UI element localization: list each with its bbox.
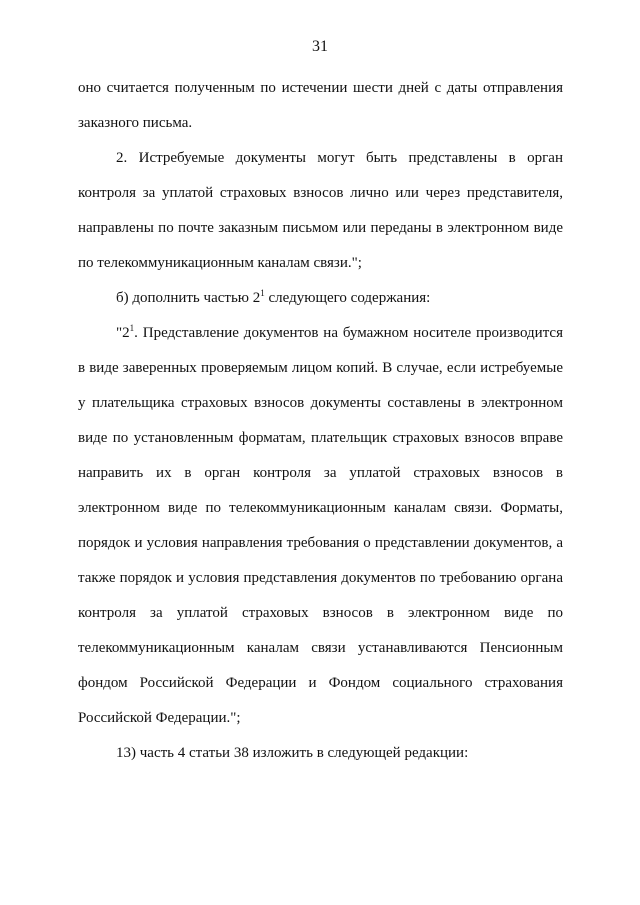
text-line-item-13: 13) часть 4 статьи 38 изложить в следующей редакции: (116, 745, 469, 761)
text-line: 2. Истребуемые документы могут быть представлены в орган (116, 150, 563, 166)
text-fragment: б) дополнить частью 2 (116, 290, 261, 306)
text-line: Российской Федерации."; (78, 710, 241, 726)
superscript: 1 (260, 288, 265, 298)
text-line: фондом Российской Федерации и Фондом социального страхования (78, 675, 563, 691)
text-line: оно считается полученным по истечении шести дней с даты отправления (78, 80, 563, 96)
text-line: электронном виде по телекоммуникационным каналам связи. Форматы, (78, 500, 563, 516)
page-number: 31 (312, 38, 328, 55)
text-line: у плательщика страховых взносов документы составлены в электронном (78, 395, 563, 411)
text-fragment: следующего содержания: (268, 290, 431, 306)
text-line: порядок и условия направления требования о представлении документов, а (78, 535, 563, 551)
text-line: по телекоммуникационным каналам связи."; (78, 255, 362, 271)
text-line: виде по установленным форматам, плательщик страховых взносов вправе (78, 430, 563, 446)
text-line: телекоммуникационным каналам связи устанавливаются Пенсионным (78, 640, 563, 656)
superscript: 1 (129, 323, 135, 333)
text-line: направлены по почте заказным письмом или переданы в электронном виде (78, 220, 563, 236)
text-line: заказного письма. (78, 115, 193, 131)
text-line-part-2-1 (116, 323, 563, 343)
text-line: в виде заверенных проверяемым лицом копий. В случае, если истребуемые (78, 360, 563, 376)
text-line: контроля за уплатой страховых взносов в электронном виде по (78, 605, 563, 621)
text-line: направить их в орган контроля за уплатой страховых взносов в (78, 465, 563, 481)
text-line-amendment-b (116, 288, 563, 308)
text-fragment: "2 (116, 325, 130, 341)
text-line: контроля за уплатой страховых взносов лично или через представителя, (78, 185, 563, 201)
text-fragment: . Представление документов на бумажном носителе производится (134, 325, 563, 341)
text-line: также порядок и условия представления документов по требованию органа (78, 570, 563, 586)
